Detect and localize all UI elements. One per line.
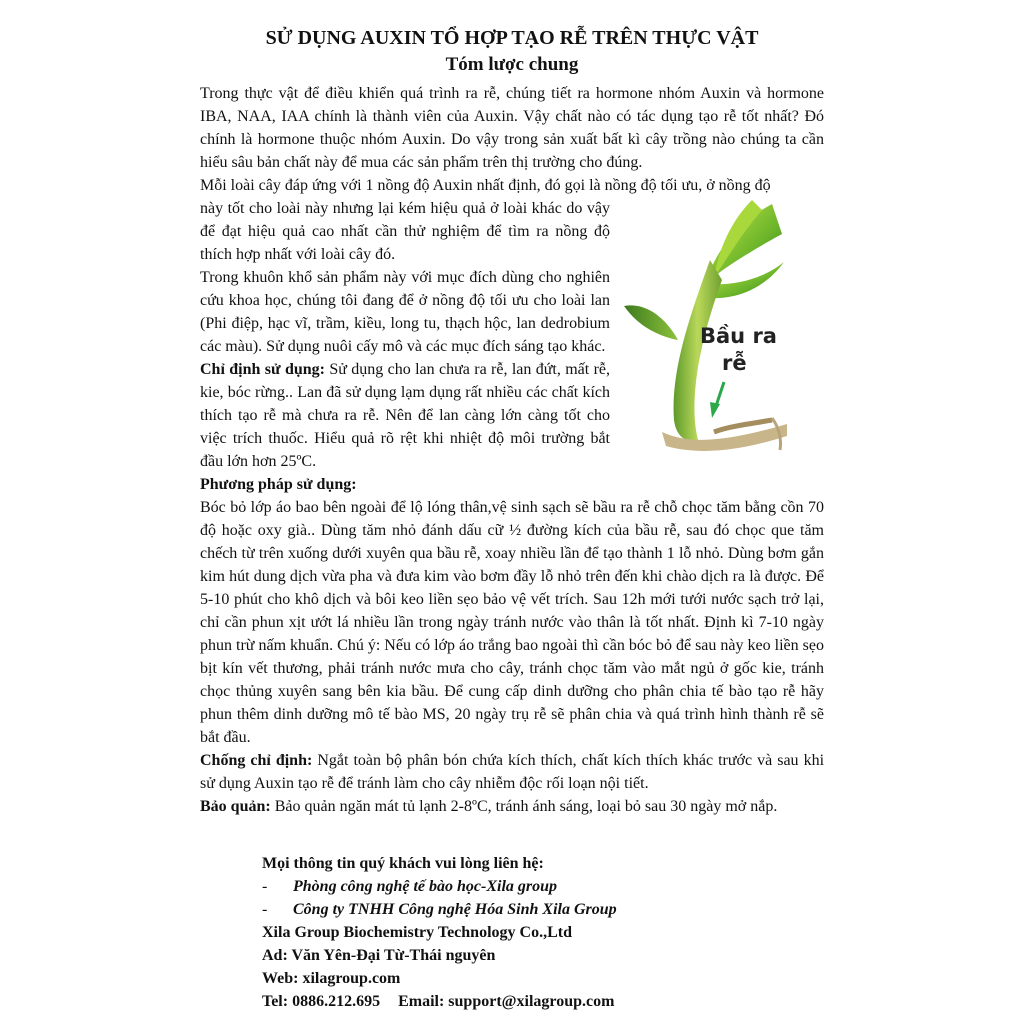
contact-heading: Mọi thông tin quý khách vui lòng liên hệ: (262, 855, 544, 872)
contact-email: Email: support@xilagroup.com (398, 993, 615, 1010)
contact-company-name: Công ty TNHH Công nghệ Hóa Sinh Xila Group (293, 901, 617, 918)
stem-shape (674, 260, 722, 441)
contraindication-text: Ngắt toàn bộ phân bón chứa kích thích, chất kích thích khác trước và sau khi sử dụng Auxin tạo rễ để tránh làm cho cây nhiễm độc rối loạn nội tiết. (200, 752, 825, 792)
root-label-line2: rễ (722, 351, 747, 375)
contact-phone: Tel: 0886.212.695 (262, 993, 381, 1010)
indication-text: Sử dụng cho lan chưa ra rễ, lan đứt, mất rễ, kie, bóc rừng.. Lan đã sử dụng lạm dụng rất nhiều các chất kích thích tạo rễ mà chưa ra rễ. Nên để lan càng lớn càng tốt cho việc trích thuốc. Hiểu quả rõ rệt khi nhiệt độ môi trường bắt đầu lớn hơn 25ºC. (200, 361, 611, 470)
contact-lab-name: Phòng công nghệ tế bào học-Xila group (293, 878, 558, 895)
contact-section (262, 852, 617, 1013)
contact-website: Web: xilagroup.com (262, 970, 401, 987)
root-shape (714, 420, 772, 432)
indication-label: Chỉ định sử dụng: (200, 361, 325, 378)
contact-address: Ad: Văn Yên-Đại Từ-Thái nguyên (262, 947, 496, 964)
concentration-paragraph-first-line: Mỗi loài cây đáp ứng với 1 nồng độ Auxin nhất định, đó gọi là nồng độ tối ưu, ở nồng độ (200, 177, 771, 194)
section-subtitle: Tóm lược chung (445, 54, 579, 75)
storage-label: Bảo quản: (200, 798, 271, 815)
orchid-illustration (622, 200, 787, 458)
storage-text: Bảo quản ngăn mát tủ lạnh 2-8ºC, tránh ánh sáng, loại bỏ sau 30 ngày mở nắp. (270, 798, 778, 815)
orchid-root-photo (622, 200, 787, 458)
storage-paragraph (200, 795, 824, 818)
method-paragraph: Bóc bỏ lớp áo bao bên ngoài để lộ lóng thân,vệ sinh sạch sẽ bầu ra rễ chỗ chọc tăm bằng cồn 70 độ hoặc oxy già.. Dùng tăm nhỏ đánh dấu cữ ½ đường kích của bầu rễ, sau đó chọc que tăm chếch từ trên xuống dưới xuyên qua bầu rễ, xoay nhiều lần để tạo thành 1 lỗ nhỏ. Dùng bơm gắn kim hút dung dịch vừa pha và đưa kim vào bơm đầy lỗ nhỏ trên đến khi chào dịch ra là được. Để 5-10 phút cho khô dịch và bôi keo liền sẹo bảo vệ vết trích. Sau 12h mới tưới nước sạch trở lại, chỉ cần phun xịt ướt lá nhiều lần trong ngày tránh nước vào thân là tốt nhất. Định kì 7-10 ngày phun trừ nấm khuẩn. Chú ý: Nếu có lớp áo trắng bao ngoài thì cần bóc bỏ để sau này keo liền sẹo bịt kín vết thương, phải tránh nước mưa cho cây, tránh chọc tăm vào mắt ngủ ở gốc kie, tránh chọc thủng xuyên sang bên kia bầu. Để cung cấp dinh dưỡng cho phân chia tế bào tạo rễ hãy phun thêm dinh dưỡng mô tế bào MS, 20 ngày trụ rễ sẽ phân chia và quá trình hình thành rễ sẽ bắt đầu. (200, 499, 824, 746)
contact-item-company (262, 898, 617, 921)
leaf-shape (624, 305, 678, 340)
company-english-name: Xila Group Biochemistry Technology Co.,Ltd (262, 924, 572, 941)
contraindication-paragraph (200, 749, 824, 795)
intro-paragraph: Trong thực vật để điều khiển quá trình ra rễ, chúng tiết ra hormone nhóm Auxin và hormone IBA, NAA, IAA chính là thành viên của Auxin. Vậy chất nào có tác dụng tạo rễ tốt nhất? Đó chính là hormone thuộc nhóm Auxin. Do vậy trong sản xuất bất kì cây trồng nào chúng ta cần hiểu sâu bản chất này để mua các sản phẩm trên thị trường cho đúng. (200, 85, 824, 171)
concentration-paragraph: này tốt cho loài này nhưng lại kém hiệu quả ở loài khác do vậy để đạt hiệu quả cao nhất cần thử nghiệm để tìm ra nồng độ thích hợp nhất với loài cây đó. (200, 200, 610, 263)
contact-phone-email (262, 990, 617, 1013)
contraindication-label: Chống chỉ định: (200, 752, 313, 769)
indication-paragraph (200, 358, 610, 473)
list-dash: - (262, 878, 268, 895)
method-heading: Phương pháp sử dụng: (200, 476, 357, 493)
arrow-head-icon (710, 402, 720, 418)
root-label-line1: Bầu ra (700, 324, 777, 348)
product-scope-paragraph: Trong khuôn khổ sản phẩm này với mục đích dùng cho nghiên cứu khoa học, chúng tôi đang để ở nồng độ tối ưu cho loài lan (Phi điệp, hạc vĩ, trầm, kiều, long tu, thạch hộc, lan dedrobium các màu). Sử dụng nuôi cấy mô và các mục đích sáng tạo khác. (200, 269, 610, 355)
arrow-line (716, 382, 724, 406)
document-title: SỬ DỤNG AUXIN TỔ HỢP TẠO RỄ TRÊN THỰC VẬT (265, 27, 759, 49)
contact-item-lab (262, 875, 617, 898)
list-dash: - (262, 901, 268, 918)
